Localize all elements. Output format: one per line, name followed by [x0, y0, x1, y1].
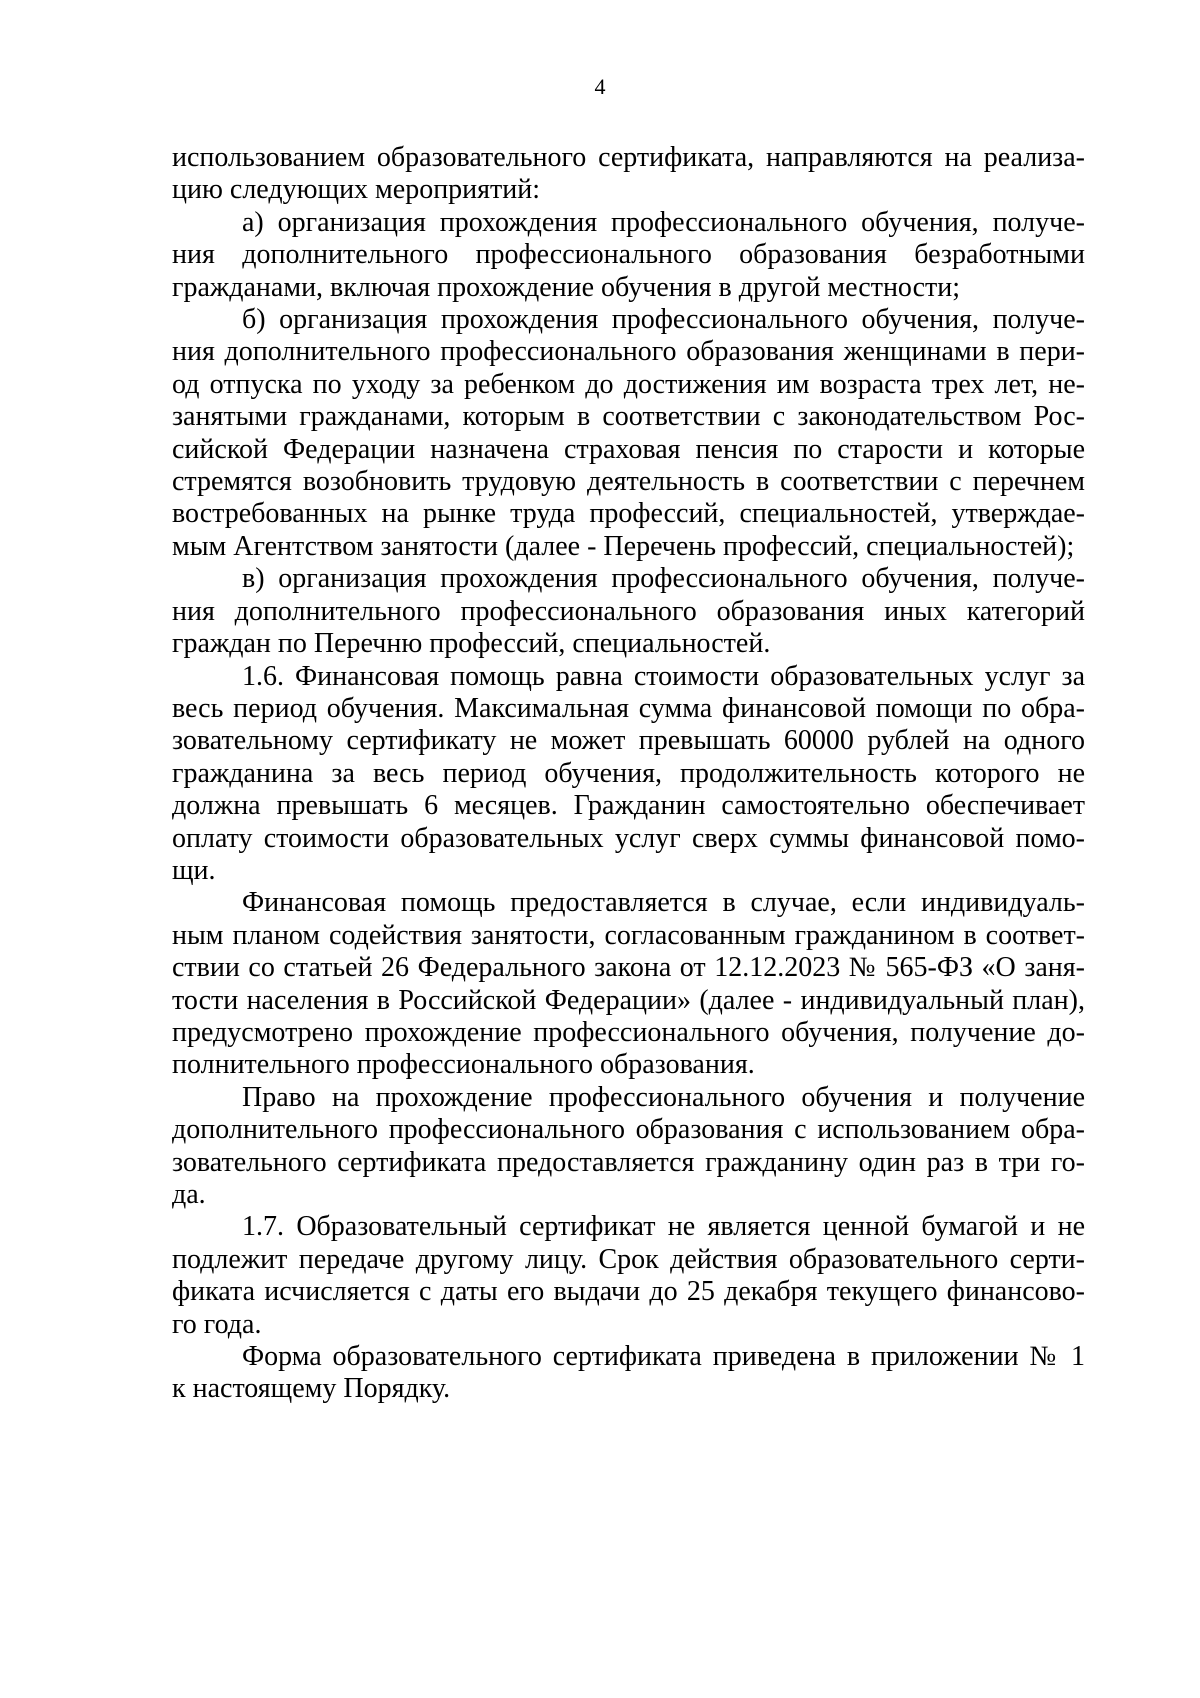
paragraph-clause-1-6	[172, 661, 1085, 888]
paragraph-item-b	[172, 304, 1085, 563]
text-line: 1.7. Образовательный сертификат не является ценной бумагой и не	[242, 1211, 1085, 1243]
text-line: ным планом содействия занятости, согласованным гражданином в соответ-	[172, 919, 1085, 951]
text-line: должна превышать 6 месяцев. Гражданин самостоятельно обеспечивает	[172, 790, 1085, 822]
text-line: ния дополнительного профессионального образования иных категорий	[172, 595, 1085, 627]
text-line: тости населения в Российской Федерации» (далее - индивидуальный план),	[172, 984, 1085, 1016]
text-line: гражданина за весь период обучения, продолжительность которого не	[172, 757, 1085, 789]
text-line: Форма образовательного сертификата приведена в приложении № 1	[242, 1341, 1085, 1373]
text-line: сийской Федерации назначена страховая пенсия по старости и которые	[172, 433, 1085, 465]
paragraph-intro	[172, 142, 1085, 207]
paragraph-clause-1-7-form	[172, 1341, 1085, 1406]
text-line: щи.	[172, 854, 216, 886]
text-line: ния дополнительного профессионального образования безработными	[172, 239, 1085, 271]
text-line: ния дополнительного профессионального образования женщинами в пери-	[172, 336, 1085, 368]
document-body	[172, 142, 1085, 1406]
text-line: подлежит передаче другому лицу. Срок действия образовательного серти-	[172, 1243, 1085, 1275]
text-line: оплату стоимости образовательных услуг сверх суммы финансовой помо-	[172, 822, 1085, 854]
text-line: в) организация прохождения профессионального обучения, получе-	[242, 563, 1085, 595]
paragraph-clause-1-6-financial-aid	[172, 887, 1085, 1081]
text-line: зовательному сертификату не может превышать 60000 рублей на одного	[172, 725, 1085, 757]
paragraph-clause-1-7	[172, 1211, 1085, 1341]
page-number: 4	[594, 74, 606, 99]
text-line: к настоящему Порядку.	[172, 1373, 451, 1405]
text-line: од отпуска по уходу за ребенком до достижения им возраста трех лет, не-	[172, 368, 1085, 400]
text-line: гражданами, включая прохождение обучения в другой местности;	[172, 271, 961, 303]
text-line: дополнительного профессионального образования с использованием обра-	[172, 1114, 1085, 1146]
text-line: занятыми гражданами, которым в соответствии с законодательством Рос-	[172, 401, 1085, 433]
text-line: да.	[172, 1179, 206, 1210]
text-line: стремятся возобновить трудовую деятельность в соответствии с перечнем	[172, 466, 1085, 498]
text-line: мым Агентством занятости (далее - Перечень профессий, специальностей);	[172, 530, 1075, 562]
paragraph-item-v	[172, 563, 1085, 660]
text-line: предусмотрено прохождение профессионального обучения, получение до-	[172, 1016, 1085, 1048]
text-line: использованием образовательного сертификата, направляются на реализа-	[172, 142, 1085, 173]
text-line: ствии со статьей 26 Федерального закона от 12.12.2023 № 565-ФЗ «О заня-	[172, 952, 1085, 984]
text-line: фиката исчисляется с даты его выдачи до 25 декабря текущего финансово-	[172, 1276, 1085, 1308]
paragraph-clause-1-6-right	[172, 1082, 1085, 1212]
text-line: зовательного сертификата предоставляется гражданину один раз в три го-	[172, 1146, 1085, 1178]
text-line: полнительного профессионального образования.	[172, 1049, 755, 1081]
paragraph-item-a	[172, 207, 1085, 304]
text-line: цию следующих мероприятий:	[172, 174, 541, 206]
text-line: Право на прохождение профессионального обучения и получение	[242, 1081, 1085, 1113]
text-line: б) организация прохождения профессионального обучения, получе-	[242, 304, 1085, 336]
text-line: го года.	[172, 1308, 262, 1340]
text-line: востребованных на рынке труда профессий, специальностей, утверждае-	[172, 498, 1085, 530]
text-line: граждан по Перечню профессий, специальностей.	[172, 628, 771, 660]
text-line: Финансовая помощь предоставляется в случае, если индивидуаль-	[242, 887, 1085, 919]
text-line: а) организация прохождения профессионального обучения, получе-	[242, 206, 1085, 238]
text-line: 1.6. Финансовая помощь равна стоимости образовательных услуг за	[242, 660, 1085, 692]
text-line: весь период обучения. Максимальная сумма финансовой помощи по обра-	[172, 692, 1085, 724]
